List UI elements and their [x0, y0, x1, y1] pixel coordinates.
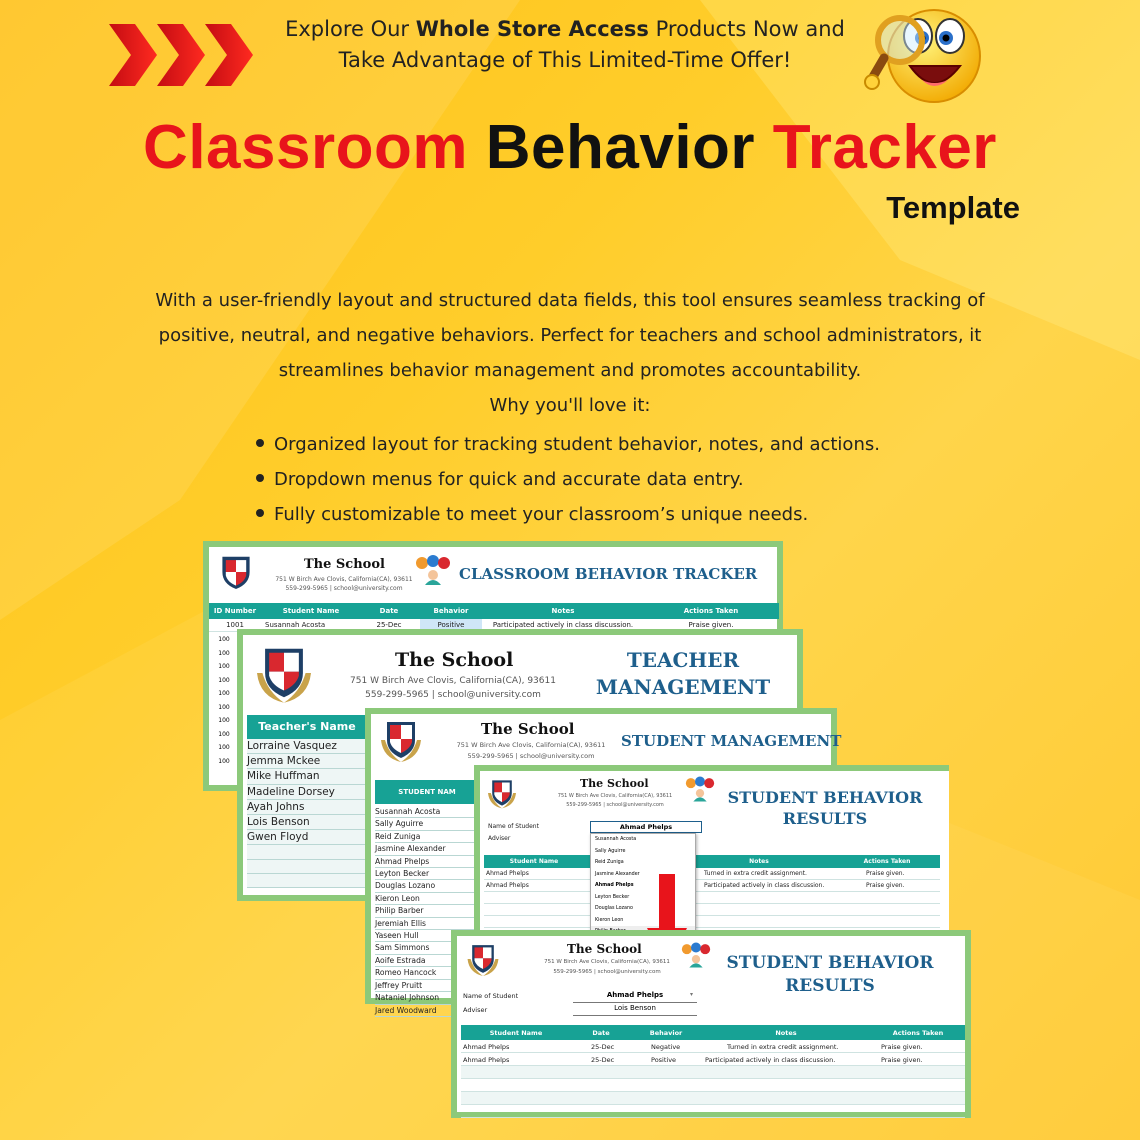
- results-title: STUDENT BEHAVIOR RESULTS: [727, 788, 923, 828]
- teacher-name[interactable]: Mike Huffman: [247, 769, 367, 784]
- student-name[interactable]: Jasmine Alexander: [375, 843, 479, 855]
- dropdown-option[interactable]: Douglas Lozano: [595, 906, 633, 911]
- results-header-row: Student Name Notes Actions Taken: [484, 855, 940, 868]
- teacher-name[interactable]: Gwen Floyd: [247, 830, 367, 845]
- teacher-header: Teacher's Name: [247, 715, 367, 739]
- people-icon: [685, 775, 715, 803]
- results-row[interactable]: Ahmad Phelps 25-Dec Positive Participated actively in class discussion. Praise given.: [461, 1053, 965, 1066]
- dropdown-option[interactable]: Sally Aguirre: [595, 848, 626, 854]
- results-row[interactable]: Ahmad Phelps 25-Dec Negative Turned in extra credit assignment. Praise given.: [461, 1040, 965, 1053]
- name-label: Name of Student: [463, 992, 519, 1000]
- teacher-name[interactable]: Ayah Johns: [247, 800, 367, 815]
- teacher-list: [247, 739, 367, 888]
- student-name[interactable]: Ahmad Phelps: [375, 856, 479, 868]
- student-name[interactable]: Reid Zuniga: [375, 831, 479, 843]
- school-crest-icon: [257, 643, 311, 703]
- school-contact: 559-299-5965 | school@university.com: [553, 969, 661, 975]
- results-row[interactable]: Ahmad Phelps Participated actively in class discussion. Praise given.: [484, 880, 940, 892]
- student-name[interactable]: Philip Barber: [375, 905, 479, 917]
- bullet-icon: [256, 509, 264, 517]
- student-name[interactable]: Sally Aguirre: [375, 818, 479, 830]
- red-arrows-icon: [105, 20, 255, 90]
- student-name[interactable]: Susannah Acosta: [375, 806, 479, 818]
- adviser-label: Adviser: [463, 1006, 488, 1014]
- results-header-row: Student Name Date Behavior Notes Actions Taken: [461, 1025, 965, 1040]
- dropdown-option[interactable]: Kieron Leon: [595, 917, 624, 923]
- school-name: The School: [580, 777, 649, 790]
- school-contact: 559-299-5965 | school@university.com: [285, 585, 403, 592]
- people-icon: [681, 940, 711, 970]
- teacher-name[interactable]: Lorraine Vasquez: [247, 739, 367, 754]
- smiley-magnifier-icon: [862, 0, 987, 108]
- school-crest-icon: [467, 942, 499, 976]
- tracker-header-row: [209, 603, 779, 619]
- student-name[interactable]: Jeffrey Pruitt: [375, 980, 479, 992]
- col-notes: Notes: [551, 607, 575, 615]
- why-heading: Why you'll love it:: [489, 395, 651, 416]
- student-header: STUDENT NAM: [375, 780, 479, 804]
- school-address: 751 W Birch Ave Clovis, California(CA), 93611: [456, 741, 606, 749]
- col-behavior: Behavior: [433, 607, 469, 615]
- bullet-icon: [256, 439, 264, 447]
- student-name[interactable]: Sam Simmons: [375, 942, 479, 954]
- student-name[interactable]: Jared Woodward: [375, 1005, 479, 1017]
- col-actions: Actions Taken: [683, 607, 739, 615]
- school-contact: 559-299-5965 | school@university.com: [467, 752, 595, 760]
- bullet-icon: [256, 474, 264, 482]
- school-address: 751 W Birch Ave Clovis, California(CA), 93611: [350, 676, 556, 686]
- student-name[interactable]: Kieron Leon: [375, 893, 479, 905]
- student-name[interactable]: Jeremiah Ellis: [375, 918, 479, 930]
- student-name[interactable]: Yaseen Hull: [375, 930, 479, 942]
- student-name[interactable]: Nataniel Johnson: [375, 992, 479, 1004]
- dropdown-option[interactable]: Susannah Acosta: [595, 837, 637, 842]
- tracker-row[interactable]: 1001 Susannah Acosta 25-Dec Positive Participated actively in class discussion. Praise given.: [209, 619, 779, 632]
- student-dropdown[interactable]: Ahmad Phelps: [590, 821, 702, 833]
- school-address: 751 W Birch Ave Clovis, California(CA), 93611: [544, 959, 670, 965]
- student-name[interactable]: Romeo Hancock: [375, 967, 479, 979]
- dropdown-option[interactable]: Jasmine Alexander: [595, 871, 640, 877]
- col-date: Date: [379, 607, 399, 615]
- results-title: STUDENT BEHAVIOR RESULTS: [726, 953, 934, 996]
- description: With a user-friendly layout and structured data fields, this tool ensures seamless tracking of positive, neutral, and negative behaviors. Perfect for teachers and school administrators, it streamlines behavior management and promotes accountability.: [155, 290, 985, 381]
- feature-item: Fully customizable to meet your classroom’s unique needs.: [256, 497, 956, 532]
- adviser-value: Lois Benson: [573, 1004, 697, 1016]
- teacher-title: TEACHER MANAGEMENT: [595, 648, 771, 699]
- school-contact: 559-299-5965 | school@university.com: [365, 690, 541, 700]
- teacher-name[interactable]: Lois Benson: [247, 815, 367, 830]
- dropdown-option[interactable]: Ahmad Phelps: [595, 883, 634, 888]
- chevron-down-icon: ▾: [689, 991, 693, 998]
- results-row[interactable]: Ahmad Phelps Turned in extra credit assignment. Praise given.: [484, 868, 940, 880]
- school-address: 751 W Birch Ave Clovis, California(CA), 93611: [557, 793, 673, 799]
- col-student: Student Name: [282, 607, 340, 615]
- school-name: The School: [481, 720, 575, 738]
- school-name: The School: [567, 942, 642, 956]
- school-crest-icon: [488, 777, 516, 809]
- dropdown-option[interactable]: Reid Zuniga: [595, 860, 624, 865]
- school-address: 751 W Birch Ave Clovis, California(CA), 93611: [275, 576, 413, 583]
- student-name[interactable]: Leyton Becker: [375, 868, 479, 880]
- adviser-label: Adviser: [488, 835, 511, 842]
- student-name[interactable]: Douglas Lozano: [375, 880, 479, 892]
- school-name: The School: [304, 557, 385, 572]
- promo-text: Explore Our Whole Store Access Products Now and Take Advantage of This Limited-Time Offer!: [285, 17, 845, 72]
- people-icon: [415, 555, 451, 585]
- col-id: ID Number: [213, 607, 257, 615]
- dropdown-option[interactable]: Leyton Becker: [595, 894, 630, 900]
- school-crest-icon: [219, 553, 253, 591]
- name-label: Name of Student: [488, 823, 539, 830]
- feature-item: Dropdown menus for quick and accurate data entry.: [256, 462, 956, 497]
- feature-item: Organized layout for tracking student behavior, notes, and actions.: [256, 427, 956, 462]
- page-subtitle: Template: [886, 190, 1020, 225]
- student-select[interactable]: Ahmad Phelps ▾: [573, 991, 697, 1003]
- results-sheet: [451, 930, 971, 1118]
- student-name[interactable]: Aoife Estrada: [375, 955, 479, 967]
- school-crest-icon: [381, 718, 421, 762]
- school-name: The School: [395, 649, 514, 671]
- student-title: STUDENT MANAGEMENT: [621, 732, 842, 750]
- results-dropdown-sheet: [474, 765, 949, 945]
- page-title: Classroom Behavior Tracker: [143, 113, 997, 182]
- tracker-id-list: 100 100 100 100 100 100 100 100 100 100: [218, 636, 230, 765]
- teacher-name[interactable]: Madeline Dorsey: [247, 785, 367, 800]
- school-contact: 559-299-5965 | school@university.com: [566, 802, 664, 808]
- teacher-name[interactable]: Jemma Mckee: [247, 754, 367, 769]
- feature-list: [256, 427, 956, 532]
- tracker-title: CLASSROOM BEHAVIOR TRACKER: [459, 565, 758, 583]
